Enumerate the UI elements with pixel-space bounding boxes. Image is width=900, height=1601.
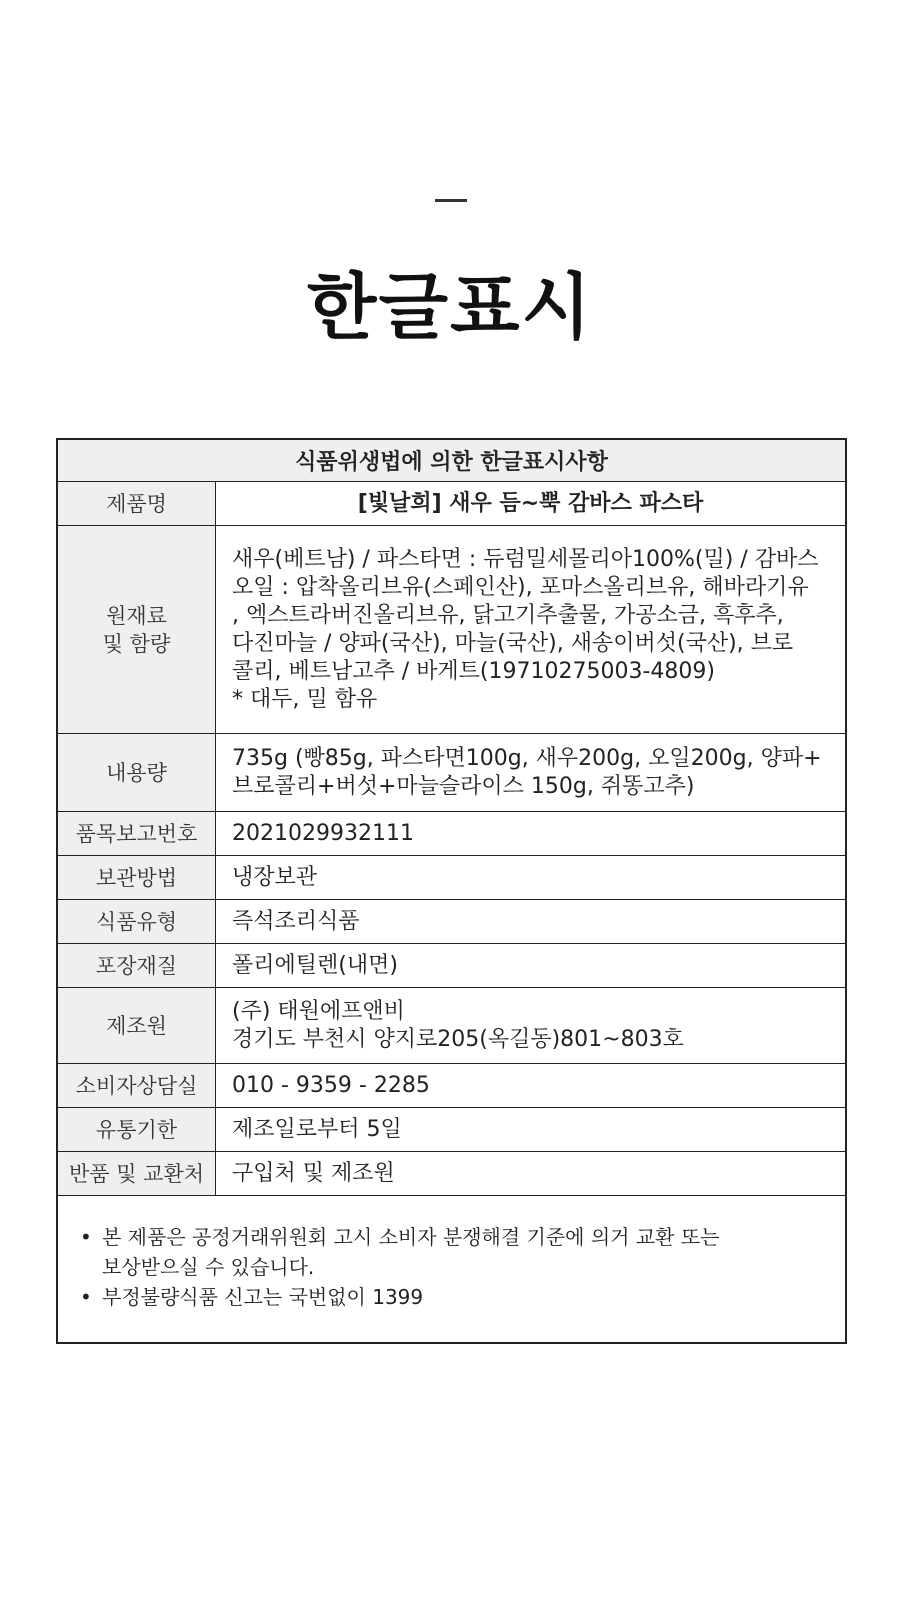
notice-item xyxy=(80,1282,821,1312)
row-value-text: 경기도 부천시 양지로205(옥길동)801~803호 xyxy=(232,1026,684,1052)
row-value xyxy=(216,1064,845,1107)
row-value-text: , 엑스트라버진올리브유, 닭고기추출물, 가공소금, 흑후추, xyxy=(232,602,784,628)
row-value-text: 제조일로부터 5일 xyxy=(232,1116,402,1142)
notice-item xyxy=(80,1222,821,1282)
table-row xyxy=(58,526,845,734)
row-label xyxy=(58,1064,216,1107)
row-value-text: 2021029932111 xyxy=(232,820,414,846)
row-value-text: 010 - 9359 - 2285 xyxy=(232,1072,430,1098)
notice-line: 본 제품은 공정거래위원회 고시 소비자 분쟁해결 기준에 의거 교환 또는 xyxy=(102,1225,720,1249)
page-title: 한글표시 xyxy=(306,265,594,349)
table-row xyxy=(58,812,845,856)
row-label xyxy=(58,734,216,811)
row-value-text: 폴리에틸렌(내면) xyxy=(232,952,398,978)
row-label xyxy=(58,1152,216,1195)
table-row xyxy=(58,900,845,944)
row-label xyxy=(58,812,216,855)
notice-line: 부정불량식품 신고는 국번없이 1399 xyxy=(102,1285,424,1309)
row-value xyxy=(216,856,845,899)
notice-list xyxy=(58,1196,845,1342)
row-value-text: 새우(베트남) / 파스타면 : 듀럼밀세몰리아100%(밀) / 감바스 xyxy=(232,546,819,572)
row-label-text: 및 함량 xyxy=(102,631,171,656)
row-label xyxy=(58,482,216,525)
notice-text xyxy=(102,1222,720,1282)
row-value xyxy=(216,526,845,733)
table-row xyxy=(58,482,845,526)
row-label-text: 제조원 xyxy=(106,1013,167,1038)
row-value-text: (주) 태원에프앤비 xyxy=(232,998,405,1024)
row-value-text: [빛날희] 새우 듬~뿍 감바스 파스타 xyxy=(357,490,704,516)
row-label-text: 소비자상담실 xyxy=(75,1073,198,1098)
row-label-text: 반품 및 교환처 xyxy=(68,1161,205,1186)
row-label xyxy=(58,1108,216,1151)
row-label xyxy=(58,900,216,943)
row-label-text: 제품명 xyxy=(106,491,167,516)
row-value-text: 즉석조리식품 xyxy=(232,908,360,934)
row-value xyxy=(216,988,845,1063)
table-row xyxy=(58,856,845,900)
title-dash-decoration xyxy=(435,199,467,202)
row-label-text: 원재료 xyxy=(106,603,167,628)
row-value-text: 콜리, 베트남고추 / 바게트(19710275003-4809) xyxy=(232,658,715,684)
row-value-text: 오일 : 압착올리브유(스페인산), 포마스올리브유, 해바라기유 xyxy=(232,574,809,600)
table-row xyxy=(58,734,845,812)
row-label-text: 포장재질 xyxy=(95,953,178,978)
bullet-icon: • xyxy=(80,1225,92,1249)
row-label xyxy=(58,856,216,899)
bullet-icon: • xyxy=(80,1285,92,1309)
row-label xyxy=(58,526,216,733)
row-value-text: 브로콜리+버섯+마늘슬라이스 150g, 쥐똥고추) xyxy=(232,773,695,799)
row-label-text: 내용량 xyxy=(106,760,167,785)
table-row xyxy=(58,944,845,988)
row-value-text: 구입처 및 제조원 xyxy=(232,1160,395,1186)
table-row xyxy=(58,1064,845,1108)
row-value xyxy=(216,1108,845,1151)
row-label-text: 유통기한 xyxy=(95,1117,178,1142)
table-row xyxy=(58,1108,845,1152)
table-row xyxy=(58,1152,845,1196)
row-value xyxy=(216,1152,845,1195)
food-label-table xyxy=(56,438,847,1344)
row-value-text: 다진마늘 / 양파(국산), 마늘(국산), 새송이버섯(국산), 브로 xyxy=(232,630,794,656)
notice-text xyxy=(102,1282,423,1312)
table-header: 식품위생법에 의한 한글표시사항 xyxy=(58,440,845,482)
row-label xyxy=(58,988,216,1063)
row-value-text: 735g (빵85g, 파스타면100g, 새우200g, 오일200g, 양파+ xyxy=(232,745,822,771)
row-value xyxy=(216,482,845,525)
row-value-text: 냉장보관 xyxy=(232,864,318,890)
row-value xyxy=(216,812,845,855)
row-label-text: 품목보고번호 xyxy=(75,821,198,846)
row-value xyxy=(216,900,845,943)
notice-line: 보상받으실 수 있습니다. xyxy=(102,1255,315,1279)
row-label-text: 식품유형 xyxy=(95,909,178,934)
row-value-text: * 대두, 밀 함유 xyxy=(232,686,378,712)
table-row xyxy=(58,988,845,1064)
row-label-text: 보관방법 xyxy=(95,865,178,890)
row-value xyxy=(216,944,845,987)
row-value xyxy=(216,734,845,811)
row-label xyxy=(58,944,216,987)
table-rows xyxy=(58,482,845,1196)
